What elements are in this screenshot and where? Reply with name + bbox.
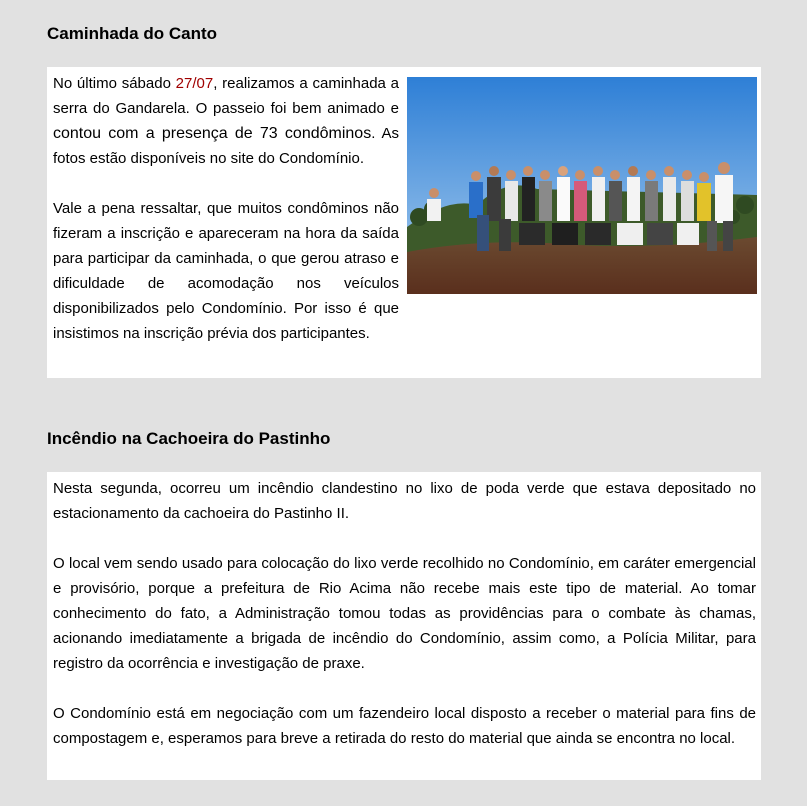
- article-box-caminhada: [47, 67, 761, 378]
- group-hike-photo: [407, 77, 757, 294]
- article-incendio-paragraph-2: O local vem sendo usado para colocação do lixo verde recolhido no Condomínio, em caráter emergencial e provisório, porque a prefeitura de Rio Acima não recebe mais este tipo de material. Ao tomar conhecimento do fato, a Administração tomou todas as providências para o combate às chamas, acionando imediatamente a brigada de incêndio do Condomínio, assim como, a Polícia Militar, para registro da ocorrência e investigação de praxe.: [53, 555, 756, 672]
- article-caminhada-paragraph-2: Vale a pena ressaltar, que muitos condôminos não fizeram a inscrição e apareceram na hora da saída para participar da caminhada, o que gerou atraso e dificuldade de acomodação nos veículos disponibilizados pelo Condomínio. Por isso é que insistimos na inscrição prévia dos participantes.: [53, 200, 399, 342]
- article-box-incendio: [47, 472, 761, 780]
- text-segment: , realizamos a caminhada a serra do Gandarela. O passeio foi bem animado e: [53, 75, 399, 117]
- text-segment: . As fotos estão disponíveis no site do Condomínio.: [53, 125, 399, 167]
- article-incendio-paragraph-3: O Condomínio está em negociação com um fazendeiro local disposto a receber o material para fins de compostagem e, esperamos para breve a retirada do resto do material que ainda se encontra no local.: [53, 705, 756, 747]
- article-title-caminhada: Caminhada do Canto: [47, 24, 218, 43]
- article-incendio-paragraph-1: Nesta segunda, ocorreu um incêndio clandestino no lixo de poda verde que estava depositado no estacionamento da cachoeira do Pastinho II.: [53, 480, 756, 522]
- article-title-incendio: Incêndio na Cachoeira do Pastinho: [47, 429, 331, 448]
- participants-highlight: contou com a presença de 73 condôminos: [53, 125, 372, 142]
- event-date: 27/07: [175, 75, 214, 92]
- text-segment: No último sábado: [53, 75, 176, 92]
